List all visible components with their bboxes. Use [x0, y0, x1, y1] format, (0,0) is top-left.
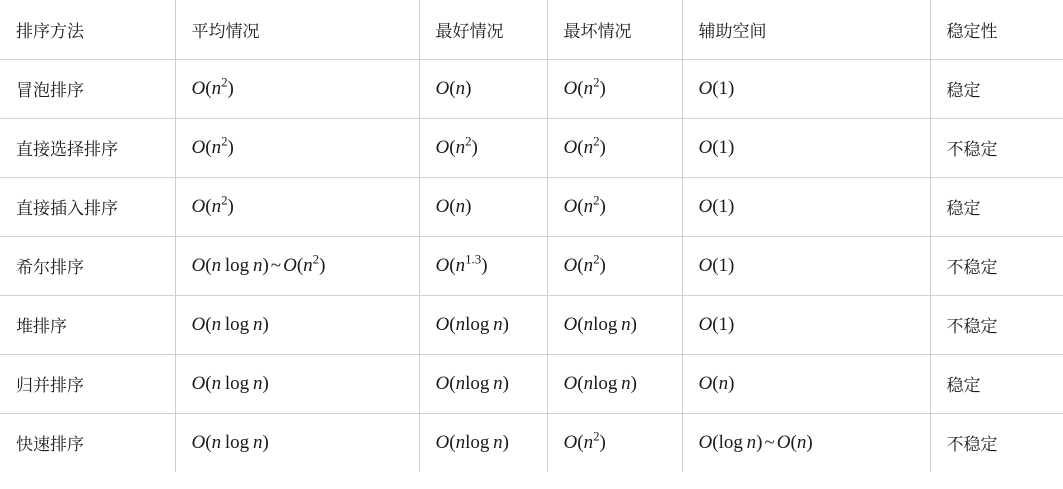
- cell-stability: 不稳定: [930, 118, 1063, 177]
- cell-best: O(nlog n): [419, 413, 547, 472]
- cell-worst: $O(n^2)$: [547, 236, 682, 295]
- column-header-best: 最好情况: [419, 0, 547, 59]
- cell-worst: $O(n^2)$: [547, 59, 682, 118]
- cell-average: $O(n^2)$: [175, 177, 419, 236]
- table-row: [0, 236, 1063, 295]
- column-header-worst: 最坏情况: [547, 0, 682, 59]
- cell-best: $O(n^2)$: [419, 118, 547, 177]
- cell-stability: 不稳定: [930, 413, 1063, 472]
- table-row: [0, 118, 1063, 177]
- table-row: [0, 59, 1063, 118]
- cell-stability: 稳定: [930, 177, 1063, 236]
- cell-method: 希尔排序: [0, 236, 175, 295]
- cell-best: O(nlog n): [419, 354, 547, 413]
- cell-method: 归并排序: [0, 354, 175, 413]
- cell-space: O(1): [682, 295, 930, 354]
- cell-best: $O(n^{1.3})$: [419, 236, 547, 295]
- column-header-average: 平均情况: [175, 0, 419, 59]
- cell-stability: 不稳定: [930, 236, 1063, 295]
- cell-space: O(1): [682, 177, 930, 236]
- cell-stability: 不稳定: [930, 295, 1063, 354]
- cell-best: O(nlog n): [419, 295, 547, 354]
- cell-best: O(n): [419, 177, 547, 236]
- cell-space: O(log n) ~ O(n): [682, 413, 930, 472]
- cell-space: O(n): [682, 354, 930, 413]
- cell-stability: 稳定: [930, 354, 1063, 413]
- cell-average: $O(n^2)$: [175, 118, 419, 177]
- cell-worst: $O(n^2)$: [547, 177, 682, 236]
- cell-method: 冒泡排序: [0, 59, 175, 118]
- column-header-stability: 稳定性: [930, 0, 1063, 59]
- cell-stability: 稳定: [930, 59, 1063, 118]
- cell-method: 直接插入排序: [0, 177, 175, 236]
- column-header-space: 辅助空间: [682, 0, 930, 59]
- cell-worst: $O(n^2)$: [547, 413, 682, 472]
- cell-average: O(n log n): [175, 413, 419, 472]
- cell-best: O(n): [419, 59, 547, 118]
- cell-space: O(1): [682, 236, 930, 295]
- table-row: [0, 295, 1063, 354]
- cell-method: 快速排序: [0, 413, 175, 472]
- table-row: [0, 354, 1063, 413]
- table-row: [0, 177, 1063, 236]
- cell-average: O(n log n): [175, 354, 419, 413]
- cell-average: O(n log n): [175, 295, 419, 354]
- column-header-method: 排序方法: [0, 0, 175, 59]
- table-header-row: [0, 0, 1063, 59]
- cell-space: O(1): [682, 59, 930, 118]
- cell-method: 直接选择排序: [0, 118, 175, 177]
- cell-method: 堆排序: [0, 295, 175, 354]
- cell-worst: O(nlog n): [547, 354, 682, 413]
- cell-worst: O(nlog n): [547, 295, 682, 354]
- cell-average: O(n log n) ~ $O(n^2)$: [175, 236, 419, 295]
- cell-worst: $O(n^2)$: [547, 118, 682, 177]
- cell-space: O(1): [682, 118, 930, 177]
- table-row: [0, 413, 1063, 472]
- cell-average: $O(n^2)$: [175, 59, 419, 118]
